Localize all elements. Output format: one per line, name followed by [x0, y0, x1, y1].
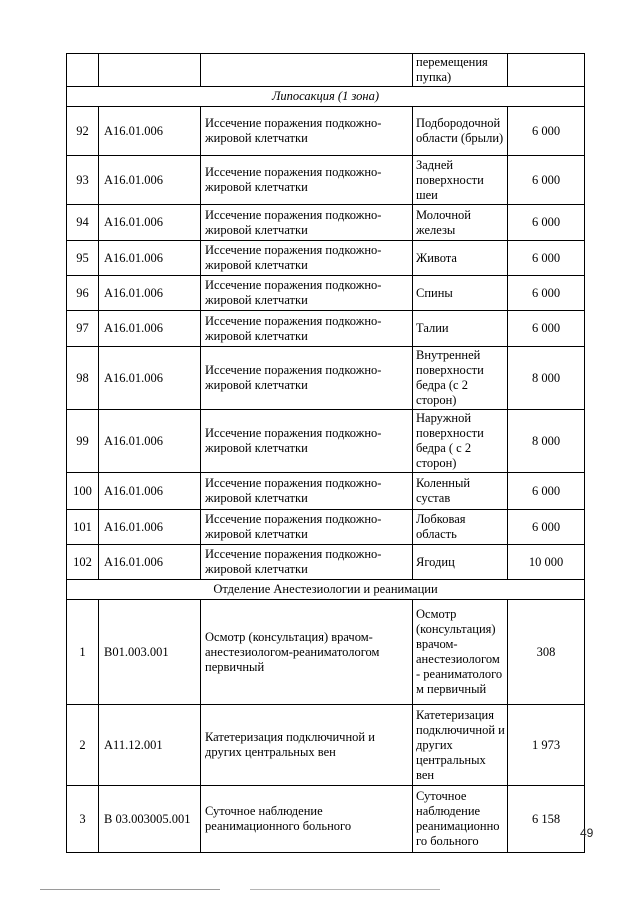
service-name-cell: Иссечение поражения подкожно-жировой клетчатки: [201, 276, 413, 311]
section-title: Липосакция (1 зона): [67, 87, 585, 107]
service-code-cell: В 03.003005.001: [99, 786, 201, 853]
table-row: [67, 156, 585, 205]
price-cell: 6 000: [508, 473, 585, 510]
price-cell: 8 000: [508, 347, 585, 410]
table-row: [67, 205, 585, 241]
service-spec-cell: Спины: [413, 276, 508, 311]
price-table: [66, 53, 585, 853]
service-name-cell: Суточное наблюдение реанимационного больного: [201, 786, 413, 853]
row-number-cell: 98: [67, 347, 99, 410]
service-code-cell: А16.01.006: [99, 510, 201, 545]
section-header-row: [67, 580, 585, 600]
service-name-cell: Иссечение поражения подкожно-жировой клетчатки: [201, 410, 413, 473]
service-spec-cell: Лобковая область: [413, 510, 508, 545]
row-number-cell: 3: [67, 786, 99, 853]
price-cell: [508, 54, 585, 87]
service-spec-cell: Живота: [413, 241, 508, 276]
table-row: [67, 410, 585, 473]
price-cell: 308: [508, 600, 585, 705]
service-name-cell: Иссечение поражения подкожно-жировой клетчатки: [201, 473, 413, 510]
service-code-cell: [99, 54, 201, 87]
service-code-cell: А16.01.006: [99, 410, 201, 473]
service-code-cell: А16.01.006: [99, 545, 201, 580]
service-name-cell: Иссечение поражения подкожно-жировой клетчатки: [201, 311, 413, 347]
service-name-cell: Иссечение поражения подкожно-жировой клетчатки: [201, 510, 413, 545]
price-cell: 6 158: [508, 786, 585, 853]
service-code-cell: А11.12.001: [99, 705, 201, 786]
row-number-cell: 1: [67, 600, 99, 705]
service-spec-cell: Внутренней поверхности бедра (с 2 сторон): [413, 347, 508, 410]
service-spec-cell: Суточное наблюдение реанимационно го больного: [413, 786, 508, 853]
service-name-cell: Осмотр (консультация) врачом-анестезиологом-реаниматологом первичный: [201, 600, 413, 705]
service-name-cell: Иссечение поражения подкожно-жировой клетчатки: [201, 205, 413, 241]
service-spec-cell: Коленный сустав: [413, 473, 508, 510]
service-spec-cell: Наружной поверхности бедра ( с 2 сторон): [413, 410, 508, 473]
service-name-cell: [201, 54, 413, 87]
table-row: [67, 311, 585, 347]
service-spec-cell: перемещения пупка): [413, 54, 508, 87]
table-row: [67, 347, 585, 410]
service-code-cell: А16.01.006: [99, 107, 201, 156]
service-name-cell: Катетеризация подключичной и других центральных вен: [201, 705, 413, 786]
service-code-cell: А16.01.006: [99, 205, 201, 241]
table-row: [67, 107, 585, 156]
row-number-cell: [67, 54, 99, 87]
scan-artifact-line: [40, 889, 220, 890]
price-cell: 6 000: [508, 107, 585, 156]
price-cell: 10 000: [508, 545, 585, 580]
row-number-cell: 97: [67, 311, 99, 347]
row-number-cell: 101: [67, 510, 99, 545]
scan-artifact-line: [250, 889, 440, 890]
service-code-cell: В01.003.001: [99, 600, 201, 705]
service-name-cell: Иссечение поражения подкожно-жировой клетчатки: [201, 545, 413, 580]
table-row: [67, 705, 585, 786]
service-name-cell: Иссечение поражения подкожно-жировой клетчатки: [201, 347, 413, 410]
page-number: 49: [580, 826, 594, 840]
row-number-cell: 99: [67, 410, 99, 473]
service-code-cell: А16.01.006: [99, 347, 201, 410]
service-name-cell: Иссечение поражения подкожно-жировой клетчатки: [201, 156, 413, 205]
row-number-cell: 2: [67, 705, 99, 786]
price-cell: 6 000: [508, 156, 585, 205]
service-name-cell: Иссечение поражения подкожно-жировой клетчатки: [201, 241, 413, 276]
price-cell: 6 000: [508, 276, 585, 311]
price-cell: 6 000: [508, 205, 585, 241]
row-number-cell: 92: [67, 107, 99, 156]
price-list-page: [66, 53, 584, 853]
price-cell: 6 000: [508, 510, 585, 545]
continued-row: [67, 54, 585, 87]
table-row: [67, 600, 585, 705]
table-row: [67, 786, 585, 853]
service-spec-cell: Молочной железы: [413, 205, 508, 241]
service-code-cell: А16.01.006: [99, 276, 201, 311]
table-row: [67, 241, 585, 276]
service-spec-cell: Талии: [413, 311, 508, 347]
section-title: Отделение Анестезиологии и реанимации: [67, 580, 585, 600]
service-code-cell: А16.01.006: [99, 473, 201, 510]
price-cell: 8 000: [508, 410, 585, 473]
row-number-cell: 93: [67, 156, 99, 205]
service-code-cell: А16.01.006: [99, 156, 201, 205]
table-row: [67, 276, 585, 311]
table-row: [67, 545, 585, 580]
row-number-cell: 94: [67, 205, 99, 241]
service-spec-cell: Задней поверхности шеи: [413, 156, 508, 205]
service-code-cell: А16.01.006: [99, 241, 201, 276]
price-cell: 6 000: [508, 241, 585, 276]
service-spec-cell: Катетеризация подключичной и других центральных вен: [413, 705, 508, 786]
section-header-row: [67, 87, 585, 107]
service-name-cell: Иссечение поражения подкожно-жировой клетчатки: [201, 107, 413, 156]
row-number-cell: 95: [67, 241, 99, 276]
service-code-cell: А16.01.006: [99, 311, 201, 347]
price-cell: 1 973: [508, 705, 585, 786]
service-spec-cell: Осмотр (консультация) врачом-анестезиологом - реаниматолого м первичный: [413, 600, 508, 705]
table-row: [67, 510, 585, 545]
row-number-cell: 100: [67, 473, 99, 510]
service-spec-cell: Подбородочной области (брыли): [413, 107, 508, 156]
table-row: [67, 473, 585, 510]
row-number-cell: 96: [67, 276, 99, 311]
row-number-cell: 102: [67, 545, 99, 580]
service-spec-cell: Ягодиц: [413, 545, 508, 580]
price-cell: 6 000: [508, 311, 585, 347]
